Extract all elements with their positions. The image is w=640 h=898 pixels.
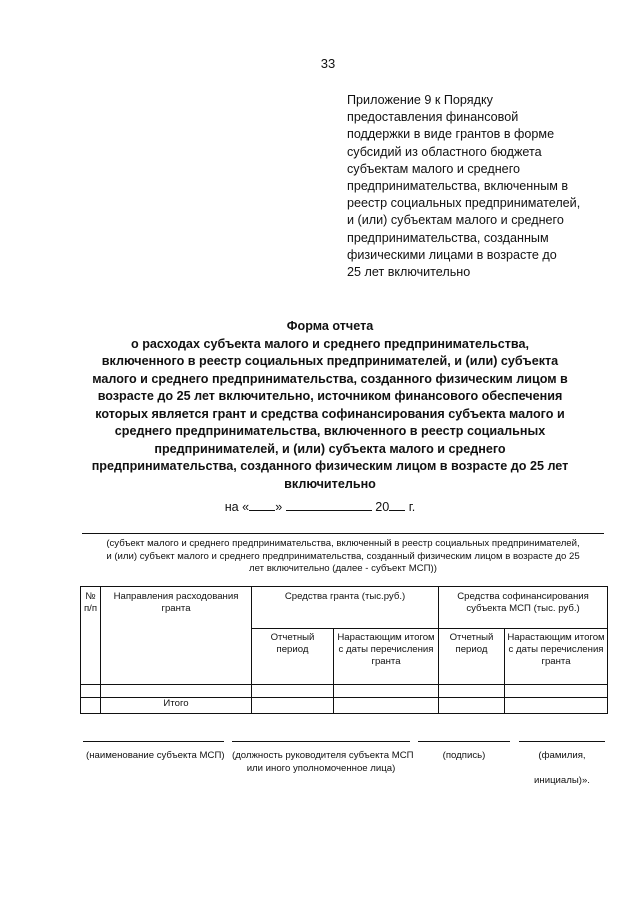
table-cell[interactable]: [439, 685, 505, 698]
title-line: включенного в реестр социальных предпринимателей, и (или) субъекта: [101, 354, 559, 368]
title-line: о расходах субъекта малого и среднего предпринимательства,: [131, 336, 529, 351]
caption-line: и (или) субъект малого и среднего предпринимательства, созданный физическим лицом в возрасте до 25: [106, 550, 580, 562]
date-mid: »: [275, 500, 283, 514]
header-cofinancing: Средства софинансирования субъекта МСП (тыс. руб.): [439, 587, 608, 629]
table-row: [81, 685, 608, 698]
subject-caption: [80, 538, 606, 576]
signature-caption: (подпись): [442, 750, 486, 761]
appendix-line: Приложение 9 к Порядку: [347, 93, 493, 107]
table-cell[interactable]: [334, 698, 439, 714]
appendix-line: поддержки в виде грантов в форме: [347, 127, 555, 142]
position-signature-line[interactable]: [232, 741, 410, 742]
header-direction: Направления расходования гранта: [101, 587, 252, 685]
table-cell[interactable]: [101, 685, 252, 698]
subject-name-caption: (наименование субъекта МСП): [86, 750, 225, 761]
subheader-grant-reporting-period: Отчетный период: [252, 629, 334, 685]
title-line: малого и среднего предпринимательства, созданного физическим лицом в: [92, 371, 568, 386]
table-cell[interactable]: [439, 698, 505, 714]
subheader-grant-cumulative: Нарастающим итогом с даты перечисления гранта: [334, 629, 439, 685]
title-line: предпринимательства, созданного физическим лицом в возрасте до 25 лет: [91, 459, 569, 473]
appendix-line: предпринимательства, включенным в: [347, 179, 569, 194]
appendix-line: 25 лет включительно: [347, 265, 471, 280]
table-cell[interactable]: [252, 685, 334, 698]
total-label: Итого: [101, 698, 252, 714]
appendix-line: физическими лицами в возрасте до: [347, 247, 557, 262]
title-line: которых является грант и средства софинансирования субъекта малого и: [95, 406, 565, 421]
signature-line[interactable]: [418, 741, 510, 742]
surname-signature-line[interactable]: [519, 741, 605, 742]
title-line: среднего предпринимательства, включенного в реестр социальных: [114, 424, 546, 438]
subject-name-signature-line[interactable]: [83, 741, 224, 742]
appendix-note: [347, 92, 617, 281]
position-caption: [232, 750, 414, 775]
year-prefix: 20: [375, 500, 390, 514]
table-cell[interactable]: [81, 698, 101, 714]
appendix-line: реестр социальных предпринимателей,: [347, 196, 581, 211]
position-caption-line: или иного уполномоченное лица): [246, 762, 396, 774]
appendix-line: и (или) субъектам малого и среднего: [347, 213, 564, 228]
expense-report-table: [80, 586, 608, 714]
month-blank[interactable]: [286, 497, 372, 511]
subheader-cofin-reporting-period: Отчетный период: [439, 629, 505, 685]
caption-line: (субъект малого и среднего предпринимательства, включенный в реестр социальных предпринимателей,: [106, 538, 580, 549]
header-grant-funds: Средства гранта (тыс.руб.): [252, 587, 439, 629]
report-form-title: [60, 318, 600, 493]
title-line: включительно: [284, 476, 376, 491]
table-cell[interactable]: [505, 685, 608, 698]
date-suffix: г.: [408, 500, 416, 514]
title-line: Форма отчета: [286, 319, 374, 333]
table-total-row: [81, 698, 608, 714]
position-caption-line: (должность руководителя субъекта МСП: [232, 750, 414, 761]
page-number: 33: [320, 56, 336, 71]
report-date-line: [0, 497, 640, 514]
initials-caption: инициалы)».: [534, 775, 590, 786]
caption-line: лет включительно (далее - субъект МСП)): [249, 563, 437, 574]
title-line: предпринимателей, и (или) субъекта малого и среднего: [154, 441, 506, 456]
appendix-line: предоставления финансовой: [347, 110, 519, 125]
appendix-line: субсидий из областного бюджета: [347, 144, 542, 159]
year-blank[interactable]: [389, 497, 405, 511]
date-prefix: на «: [224, 500, 250, 514]
title-line: возрасте до 25 лет включительно, источником финансового обеспечения: [97, 389, 563, 403]
table-cell[interactable]: [81, 685, 101, 698]
subheader-cofin-cumulative: Нарастающим итогом с даты перечисления гранта: [505, 629, 608, 685]
subject-name-line[interactable]: [82, 533, 604, 534]
table-header-row: [81, 587, 608, 629]
table-cell[interactable]: [252, 698, 334, 714]
surname-caption: (фамилия,: [538, 750, 586, 761]
table-cell[interactable]: [505, 698, 608, 714]
header-number: № п/п: [81, 587, 101, 685]
day-blank[interactable]: [249, 497, 275, 511]
appendix-line: субъектам малого и среднего: [347, 161, 521, 176]
appendix-line: предпринимательства, созданным: [347, 230, 549, 245]
table-cell[interactable]: [334, 685, 439, 698]
